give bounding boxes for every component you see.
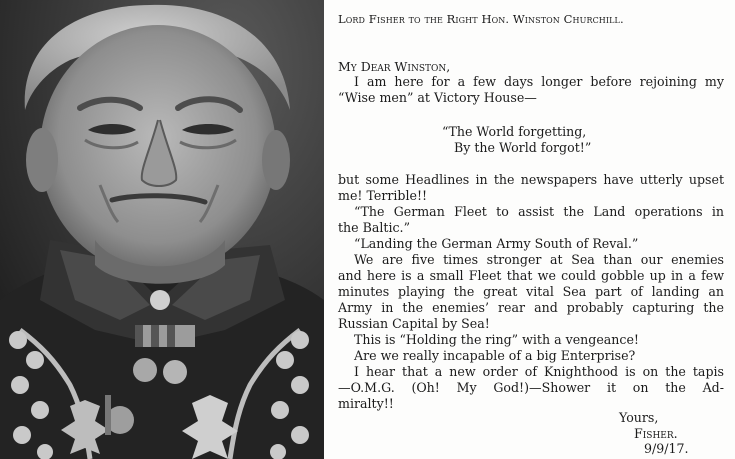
letter-line: Are we really incapable of a big Enterprise? [354, 348, 636, 363]
salutation: My Dear Winston, [338, 59, 451, 74]
verse-line: By the World forgot!” [454, 140, 592, 155]
letter-line: I hear that a new order of Knighthood is on the tapis [354, 364, 724, 379]
letter-text [334, 0, 730, 459]
letter-line: Army in the enemies’ rear and probably capturing the [338, 300, 724, 315]
letter-line: me! Terrible!! [338, 188, 428, 203]
letter-line: minutes playing the great vital Sea part of landing an [338, 284, 724, 299]
verse-line: “The World forgetting, [442, 124, 587, 139]
portrait-illustration [0, 0, 324, 459]
letter-line: “Wise men” at Victory House— [338, 90, 537, 105]
letter-line: We are five times stronger at Sea than our enemies [354, 252, 724, 267]
letter-line: “Landing the German Army South of Reval.” [354, 236, 639, 251]
letter-line: —O.M.G. (Oh! My God!)—Shower it on the Ad- [338, 380, 724, 395]
letter-heading: Lord Fisher to the Right Hon. Winston Churchill. [338, 12, 624, 26]
portrait-photo [0, 0, 324, 459]
letter-line: I am here for a few days longer before rejoining my [354, 74, 724, 89]
letter-line: miralty!! [338, 396, 394, 411]
letter-line: but some Headlines in the newspapers have utterly upset [338, 172, 724, 187]
letter-line: the Baltic.” [338, 220, 411, 235]
letter-line: “The German Fleet to assist the Land operations in [354, 204, 724, 219]
signature: Fisher. [634, 426, 678, 441]
letter-line: This is “Holding the ring” with a vengeance! [354, 332, 639, 347]
closing: Yours, [619, 410, 659, 425]
letter-line: Russian Capital by Sea! [338, 316, 490, 331]
letter-date: 9/9/17. [644, 441, 689, 456]
letter-line: and here is a small Fleet that we could gobble up in a few [338, 268, 724, 283]
